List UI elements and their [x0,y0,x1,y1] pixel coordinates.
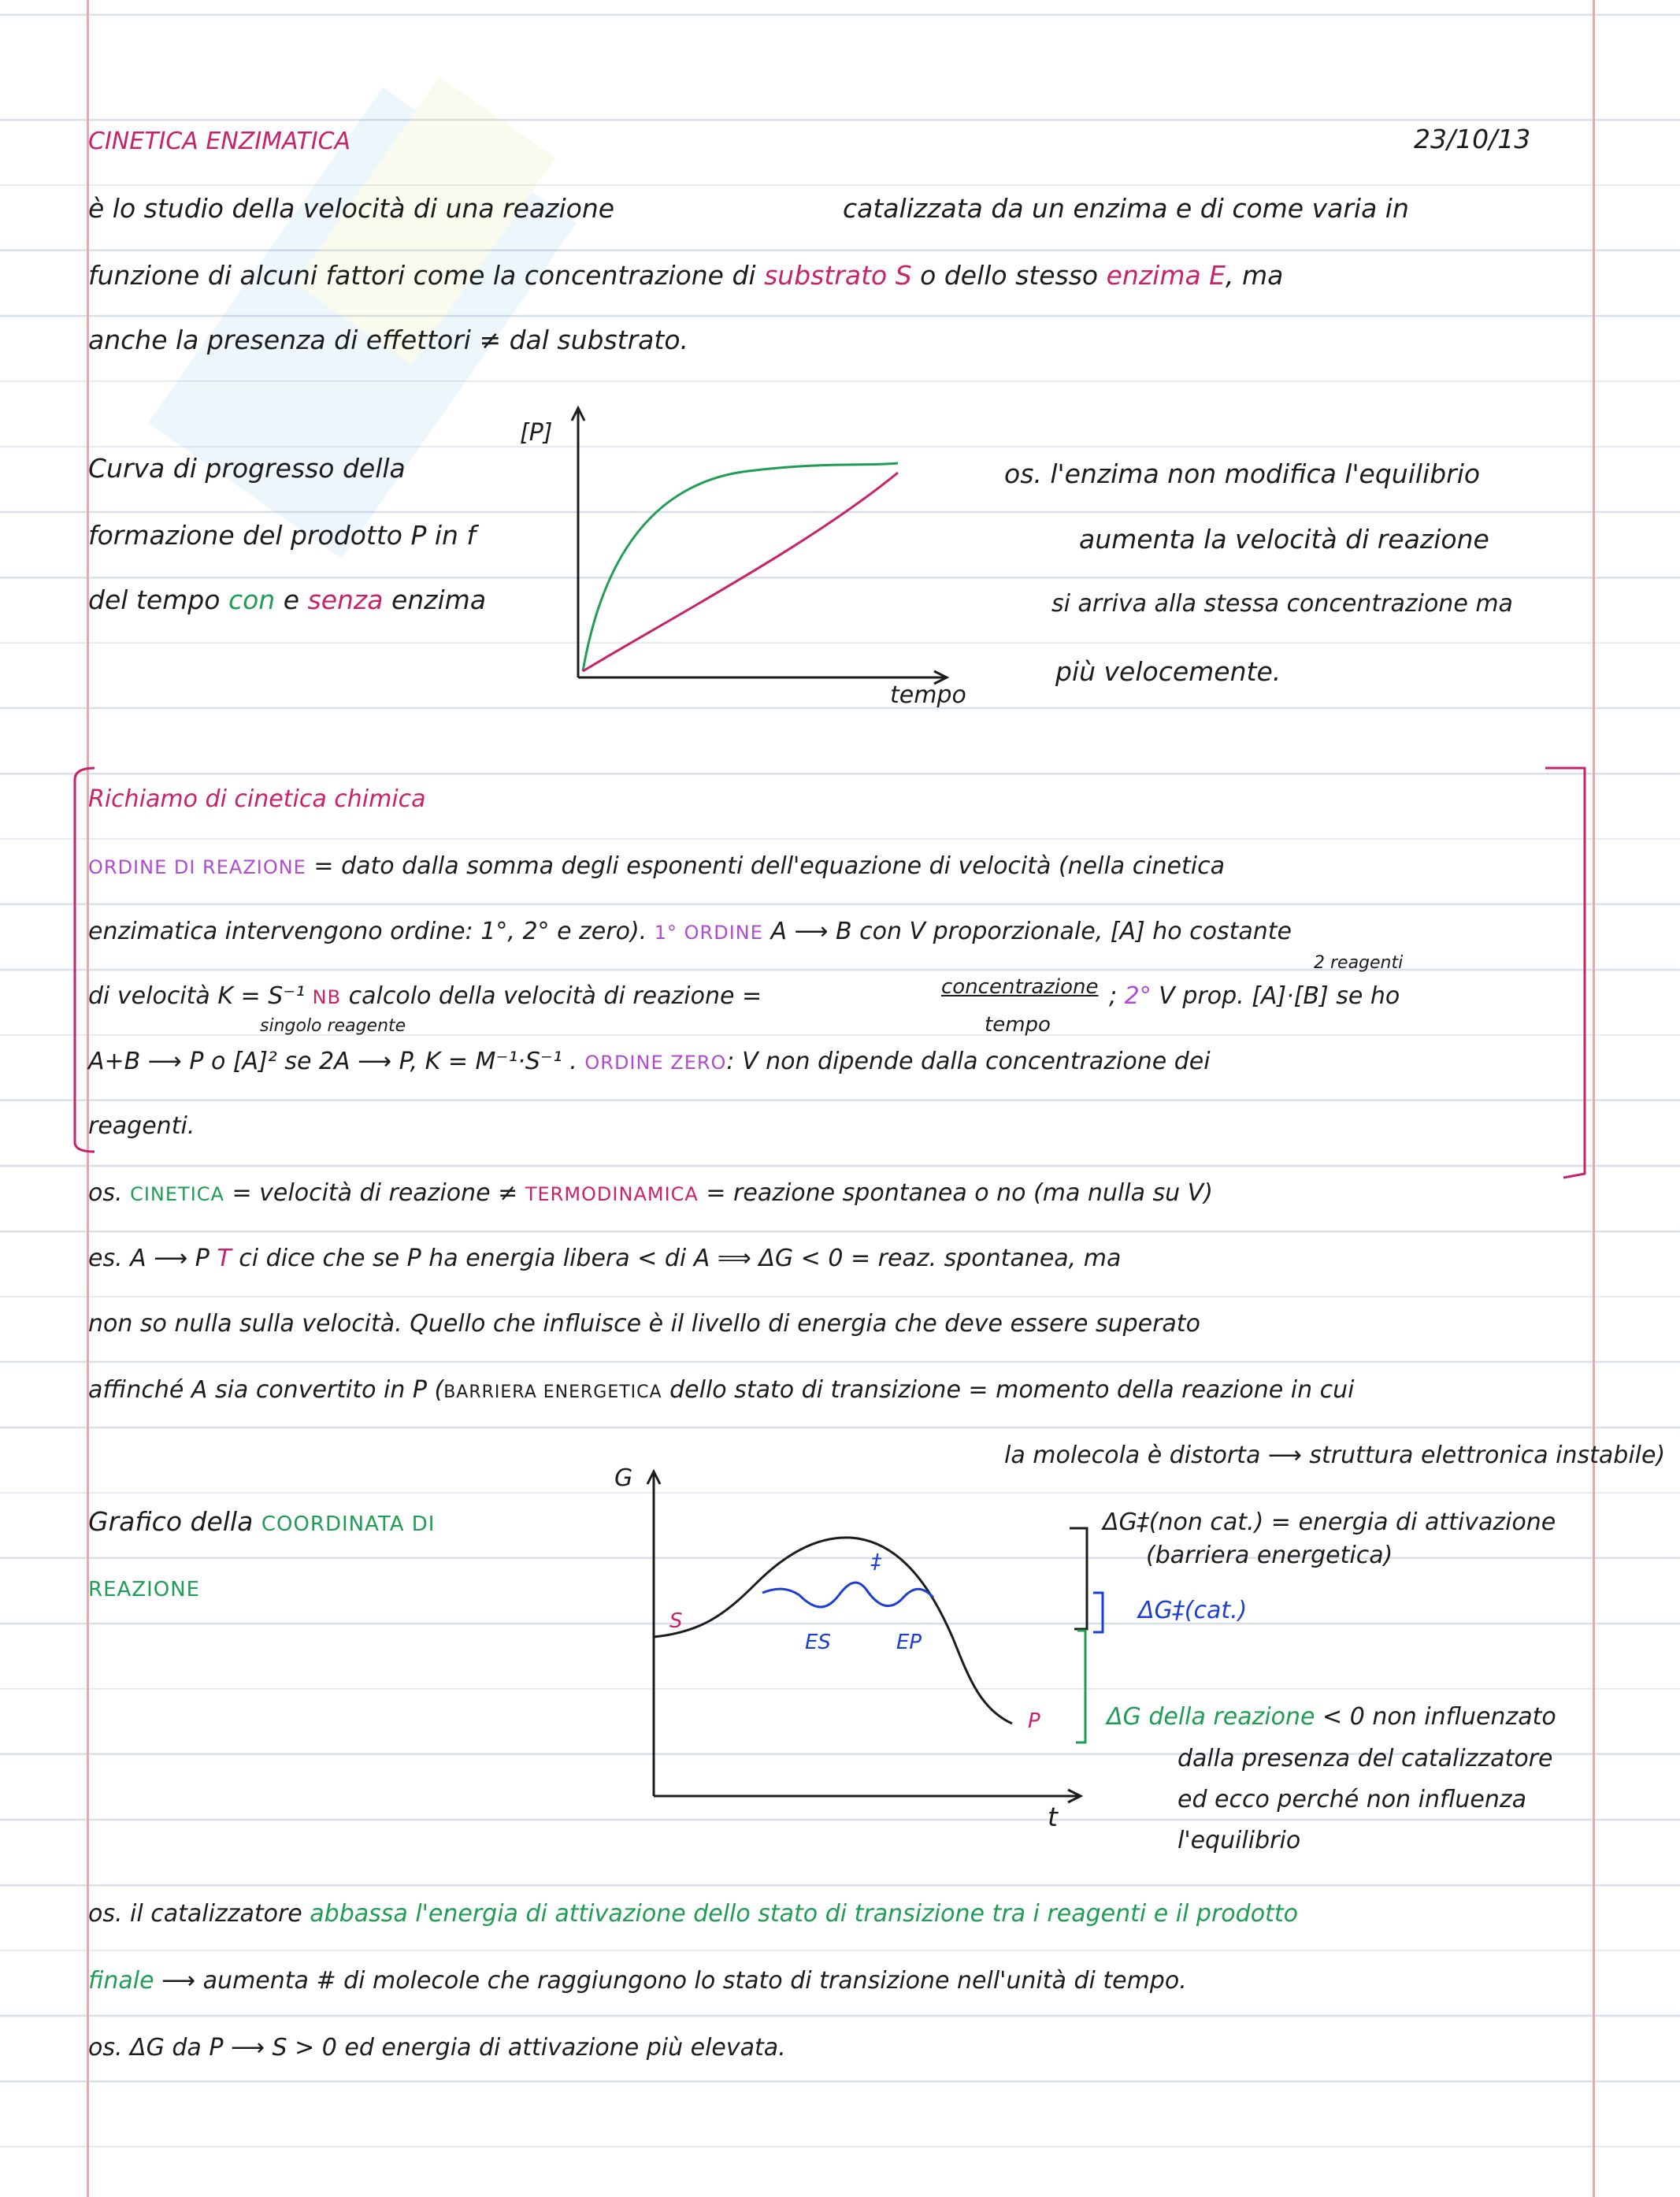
thermo-line-1b: = velocità di reazione [232,1179,491,1207]
kinetics-line-5: reagenti. [88,1112,195,1140]
kinetics-line-3a: di velocità K = S⁻¹ [88,982,306,1010]
intro-line-1a: è lo studio della velocità di una reazione [88,193,615,224]
reaction-label-s: S [669,1609,683,1633]
kinetics-line-2a: enzimatica intervengono ordine: 1°, 2° e zero). [88,918,647,945]
progress-note-3: si arriva alla stessa concentrazione ma [1051,590,1513,618]
kinetics-line-3-rest [1109,982,1400,1010]
second-order-label: 2° [1124,982,1152,1010]
kinetics-line-2 [88,920,1292,944]
reaction-anno-4c: < 0 non influenzato [1322,1703,1556,1731]
progress-caption-1: Curva di progresso della [88,453,406,484]
thermo-line-1a: os. [88,1179,123,1207]
reaction-label-ep: EP [896,1631,922,1654]
kinetics-line-4a: A+B ⟶ P o [A]² se 2A ⟶ P, K = M⁻¹·S⁻¹ . [88,1048,577,1075]
conclusion-line-1 [88,1902,1298,1926]
thermo-line-3: non so nulla sulla velocità. Quello che influisce è il livello di energia che deve essere superato [88,1310,1200,1338]
reaction-y-axis [647,1471,660,1796]
intro-line-2b: o dello stesso [920,260,1099,291]
progress-note-1: os. l'enzima non modifica l'equilibrio [1004,458,1481,489]
thermo-line-2b: ci dice che se P ha energia libera < di A ⟹ ΔG < 0 = reaz. spontanea, ma [239,1245,1122,1272]
ordine-label: ORDINE DI REAZIONE [88,856,306,878]
conclusion-line-1-green: abbassa l'energia di attivazione dello stato di transizione tra i reagenti e il prodotto [310,1900,1298,1928]
thermo-line-2 [88,1247,1121,1271]
intro-substrate: substrato S [764,260,912,291]
uncatalyzed-energy-curve [654,1538,1012,1724]
reaction-coordinate-chart [630,1449,1103,1804]
kinetics-line-1-text: = dato dalla somma degli esponenti dell'equazione di velocità (nella cinetica [313,852,1225,880]
conclusion-line-2b: ⟶ aumenta # di molecole che raggiungono lo stato di transizione nell'unità di tempo. [161,1967,1187,1995]
progress-caption-3b: enzima [391,585,487,615]
reaction-caption-1 [88,1506,436,1537]
progress-caption-3a: del tempo [88,585,221,615]
progress-caption-2: formazione del prodotto P in f [88,520,477,551]
nb-label: NB [312,986,342,1008]
thermo-line-1c: = reazione spontanea o no (ma nulla su V) [706,1179,1213,1207]
kinetics-note-single-reagent: singolo reagente [260,1016,406,1036]
progress-caption-e: e [283,585,299,615]
reaction-anno-6: ed ecco perché non influenza [1177,1786,1526,1813]
kinetics-line-1 [88,852,1225,880]
conclusion-line-2-green: finale [88,1967,154,1995]
reaction-label-dagger: ‡ [871,1550,881,1574]
zero-order-label: ORDINE ZERO [584,1052,727,1074]
kinetics-note-2-reagents: 2 reagenti [1314,953,1404,973]
kinetics-line-4b: : V non dipende dalla concentrazione dei [726,1048,1211,1075]
reaction-anno-3: ΔG‡(cat.) [1138,1597,1248,1624]
progress-caption-senza: senza [307,585,384,615]
intro-line-3: anche la presenza di effettori ≠ dal substrato. [88,325,689,355]
kinetics-line-2b: A ⟶ B con V proporzionale, [A] ho costante [770,918,1292,945]
progress-x-label: tempo [890,681,966,709]
reaction-anno-4b: della reazione [1148,1703,1315,1731]
reaction-anno-5: dalla presenza del catalizzatore [1177,1745,1553,1772]
conclusion-line-1a: os. il catalizzatore [88,1900,302,1928]
progress-note-4: più velocemente. [1055,656,1281,687]
page-title: CINETICA ENZIMATICA [88,128,351,155]
thermo-line-5: la molecola è distorta ⟶ struttura elettronica instabile) [1004,1442,1666,1469]
first-order-label: 1° ORDINE [654,922,763,944]
bracket-uncatalyzed [1070,1528,1087,1629]
intro-enzyme: enzima E [1106,260,1226,291]
reaction-caption-1-text: Grafico della [88,1506,254,1537]
progress-y-label: [P] [520,419,553,447]
thermo-t-label: T [217,1245,232,1272]
reaction-label-p: P [1028,1709,1040,1733]
thermo-line-1 [88,1179,1213,1207]
reaction-anno-4 [1107,1705,1556,1729]
kinetics-line-3b: calcolo della velocità di reazione = [348,982,762,1010]
kinetics-line-4 [88,1050,1211,1074]
fraction-denominator: tempo [985,1013,1051,1037]
thermo-line-4a: affinché A sia convertito in P ( [88,1376,444,1404]
catalyzed-energy-curve [762,1583,933,1607]
page-date: 23/10/13 [1414,124,1531,154]
kinetics-line-3 [88,982,762,1010]
barriera-label: BARRIERA ENERGETICA [443,1382,662,1402]
intro-line-2a: funzione di alcuni fattori come la concentrazione di [88,260,756,291]
reaction-anno-4a: ΔG [1107,1703,1141,1731]
reaction-label-es: ES [805,1631,831,1654]
reaction-x-axis [654,1790,1081,1802]
reaction-y-label: G [614,1464,633,1492]
fraction-numerator: concentrazione [941,975,1099,999]
intro-line-1b: catalizzata da un enzima e di come varia in [843,193,1409,224]
thermo-not-equal: ≠ [498,1179,518,1207]
thermo-line-2a: es. A ⟶ P [88,1245,210,1272]
kinetics-line-3d: V prop. [A]·[B] se ho [1159,982,1400,1010]
reaction-anno-2: (barriera energetica) [1146,1542,1393,1569]
thermo-line-4 [88,1376,1355,1404]
thermo-line-4b: dello stato di transizione = momento della reazione in cui [669,1376,1355,1404]
reaction-anno-1: ΔG‡(non cat.) = energia di attivazione [1103,1509,1556,1536]
reaction-caption-green-1: COORDINATA DI [261,1512,436,1536]
progress-note-2: aumenta la velocità di reazione [1079,524,1489,555]
conclusion-line-2 [88,1969,1187,1993]
termodinamica-label: TERMODINAMICA [525,1183,699,1205]
kinetics-title: Richiamo di cinetica chimica [88,785,426,813]
progress-caption-con: con [228,585,276,615]
intro-line-2c: , ma [1226,260,1284,291]
kinetics-line-3c: ; [1109,982,1118,1010]
conclusion-line-3: os. ΔG da P ⟶ S > 0 ed energia di attivazione più elevata. [88,2034,786,2062]
reaction-caption-green-2: REAZIONE [88,1578,201,1601]
cinetica-label: CINETICA [130,1183,224,1205]
bracket-catalyzed [1093,1593,1103,1632]
reaction-x-label: t [1048,1802,1058,1832]
bracket-delta-g [1076,1631,1085,1742]
reaction-anno-7: l'equilibrio [1177,1827,1301,1854]
